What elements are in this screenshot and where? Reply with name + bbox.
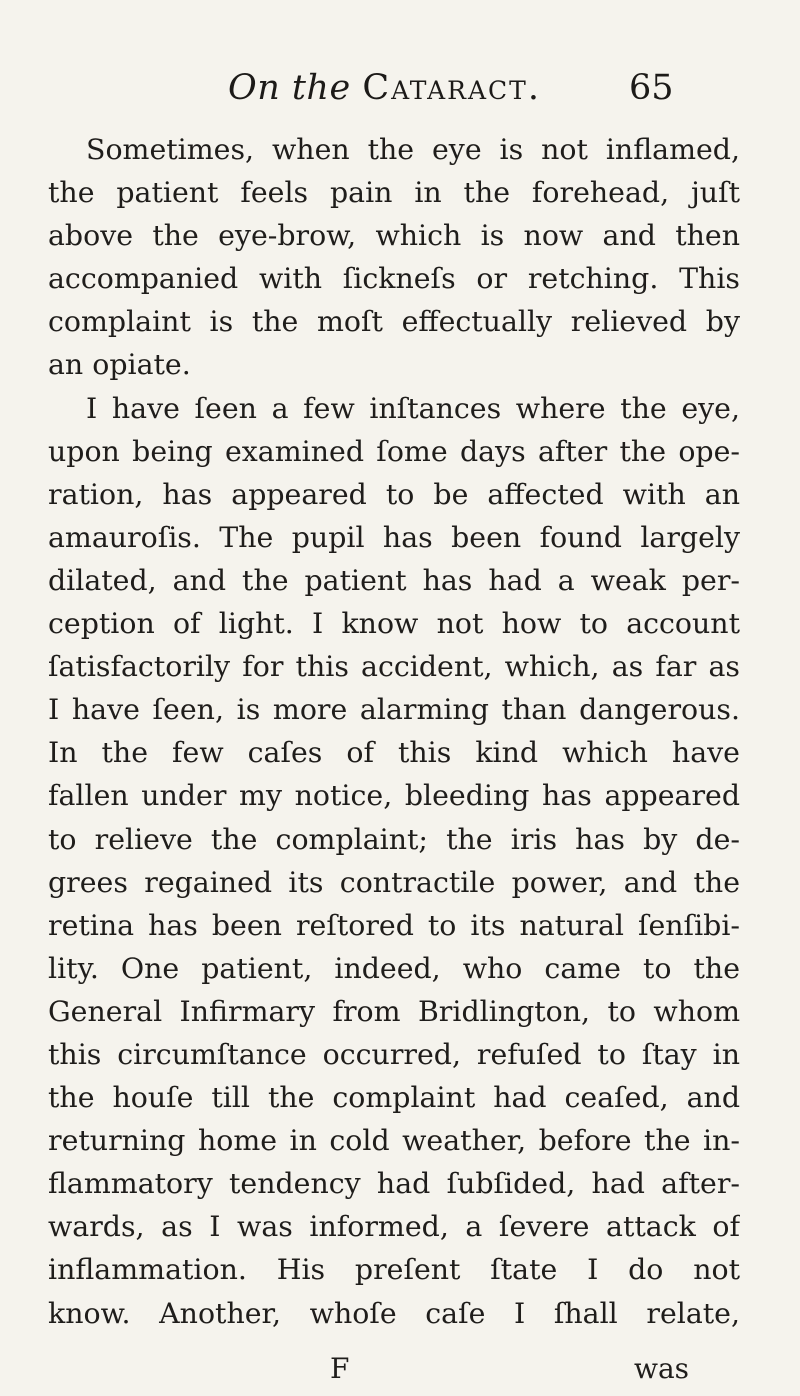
text-line: upon being examined ſome days after the ope- xyxy=(48,434,740,468)
text-line: flammatory tendency had ſubſided, had after- xyxy=(48,1167,740,1201)
running-title-italic: On the xyxy=(228,68,351,108)
text-line: wards, as I was informed, a ſevere attack of xyxy=(48,1210,740,1244)
text-line: retina has been reſtored to its natural ſenſibi- xyxy=(48,908,740,942)
text-line: to relieve the complaint; the iris has by de- xyxy=(48,822,740,856)
text-line: returning home in cold weather, before the in- xyxy=(48,1124,740,1158)
text-line: amauroſis. The pupil has been found largely xyxy=(48,520,740,554)
text-line: an opiate. xyxy=(48,348,191,382)
running-header xyxy=(0,68,800,124)
text-line: Sometimes, when the eye is not inflamed, xyxy=(86,133,740,166)
running-title xyxy=(228,68,541,108)
text-line: know. Another, whoſe caſe I ſhall relate, xyxy=(48,1296,740,1330)
running-title-caps: Cataract. xyxy=(362,68,541,108)
text-line: In the few caſes of this kind which have xyxy=(48,736,740,770)
text-line: ſatisfactorily for this accident, which, as far as xyxy=(48,650,740,684)
text-line: accompanied with ſickneſs or retching. This xyxy=(48,262,740,296)
catchword: was xyxy=(634,1352,690,1385)
signature-mark: F xyxy=(330,1352,350,1385)
text-line: ration, has appeared to be affected with an xyxy=(48,477,740,511)
text-line: the patient feels pain in the forehead, juſt xyxy=(48,176,740,210)
text-line: complaint is the moſt effectually relieved by xyxy=(48,305,740,339)
text-line: lity. One patient, indeed, who came to the xyxy=(48,951,740,985)
text-line: inflammation. His preſent ſtate I do not xyxy=(48,1253,740,1287)
page-number: 65 xyxy=(629,68,674,108)
text-line: I have ſeen, is more alarming than dangerous. xyxy=(48,693,740,727)
text-line: above the eye-brow, which is now and then xyxy=(48,219,740,253)
text-line: the houſe till the complaint had ceaſed, and xyxy=(48,1081,740,1115)
text-line: fallen under my notice, bleeding has appeared xyxy=(48,779,740,813)
text-line: grees regained its contractile power, and the xyxy=(48,865,740,899)
text-line: this circumſtance occurred, refuſed to ſtay in xyxy=(48,1037,740,1071)
body-text xyxy=(48,128,740,1335)
text-line: dilated, and the patient has had a weak per- xyxy=(48,563,740,597)
text-line: General Infirmary from Bridlington, to whom xyxy=(48,994,740,1028)
page-footer xyxy=(0,1352,800,1392)
text-line: I have ſeen a few inſtances where the eye, xyxy=(86,391,740,425)
text-line: ception of light. I know not how to account xyxy=(48,607,740,641)
